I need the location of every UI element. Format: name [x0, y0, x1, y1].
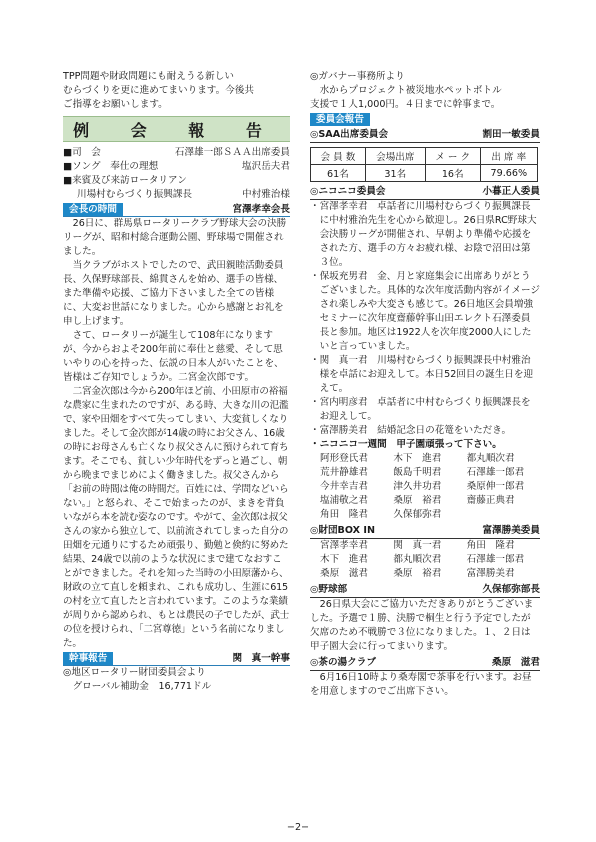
- nikoniko-header: ◎ニコニコ委員会 小暮正人委員: [310, 185, 540, 200]
- nikoniko-item: ・関 真一君 川場村むらづくり振興課長中村雅治様を卓話にお迎えして。本日52回目の誕生日を迎えて。: [310, 355, 534, 394]
- tea-club-text: 6月16日10時より桑寿閣で茶事を行います。お昼を用意しますのでご出席下さい。: [310, 672, 532, 697]
- president-name: 宮澤孝幸会長: [232, 204, 290, 215]
- section-tag: 幹事報告: [63, 652, 113, 665]
- governor-line: 水からプロジェクト被災地水ペットボトル: [319, 85, 502, 96]
- governor-line: 支援で１人1,000円。４日までに幹事まで。: [310, 99, 501, 110]
- president-paragraph: さて、ロータリーが誕生して108年になりますが、今からおよそ200年前に奉仕と慈愛、そして思いやりの心を持った、伝説の日本人がいたことを、皆様はご存知でしょうか。二宮金次郎です。: [63, 330, 284, 383]
- nikoniko-item: ・宮内明彦君 卓話者に中村むらづくり振興課長をお迎えして。: [310, 397, 531, 422]
- nikoniko-week-names: 阿形登氏君 木下 進君 都丸順次君 荒井静雄君 飯島千明君 石澤雄一郎君 今井幸吉君 津久井功君 桑原伸一郎君 塩浦敬之君 桑原 裕君 齋藤正典君 角田 隆君 久保郁弥君: [320, 453, 525, 520]
- nikoniko-week-title: ・ニコニコ一週間 甲子園頑張って下さい。: [310, 439, 502, 450]
- committee-report-header: [310, 113, 540, 126]
- secretary-line: ◎地区ロータリー財団委員会より: [63, 667, 206, 678]
- info-row: ■司 会 石澤雄一郎ＳＡＡ出席委員: [63, 147, 290, 158]
- info-row: ■来賓及び来訪ロータリアン: [63, 175, 187, 186]
- presidents-time-header: [63, 203, 290, 217]
- baseball-text: 26日県大会にご協力いただきありがとうございました。予選で１勝、決勝で桐生と行う予定でしたが欠席のため不戦勝で３位になりました。１、２日は甲子園大会に行ってまいります。: [310, 599, 534, 652]
- intro-line: TPP問題や財政問題にも耐えうる新しい: [63, 71, 234, 82]
- table-header-row: 会 員 数 会場出席 メ ー ク 出 席 率: [311, 148, 538, 165]
- box-header: ◎財団BOX IN 富澤勝美委員: [310, 524, 540, 539]
- secretary-name: 関 真一幹事: [232, 653, 290, 664]
- nikoniko-item: ・宮澤孝幸君 卓話者に川場村むらづくり振興課長に中村雅治先生を心から歓迎し。26日県RC野球大会決勝リーグが開催され、早朝より準備や応援をされた方、選手の方々お疲れ様、お陰で沼田は第３位。: [310, 201, 537, 268]
- guest-row: 川場村むらづくり振興課長 中村雅治様: [77, 189, 290, 200]
- section-tag: 委員会報告: [310, 113, 370, 126]
- box-names: 宮澤孝幸君 関 真一君 角田 隆君 木下 進君 都丸順次君 石澤雄一郎君 桑原 滋君 桑原 裕君 富澤勝美君: [320, 540, 525, 579]
- table-row: 61名 31名 16名 79.66%: [311, 165, 538, 182]
- right-column: [310, 70, 540, 699]
- left-column: [63, 70, 290, 694]
- nikoniko-item: ・富澤勝美君 結婚記念日の花篭をいただき。: [310, 425, 512, 436]
- meeting-report-banner: 例 会 報 告: [63, 116, 290, 142]
- intro-line: ご指導をお願いします。: [63, 99, 168, 110]
- attendance-table: [310, 147, 538, 182]
- governor-line: ◎ガバナー事務所より: [310, 71, 405, 82]
- intro-line: むらづくりを更に進めてまいります。今後共: [63, 85, 255, 96]
- nikoniko-item: ・保坂充男君 金、月と家庭集会に出席ありがとうございました。具体的な次年度活動内容がイメージされ楽しみや大変さも感じて。26日地区会員増強セミナーに次年度齋藤幹事山田エレクト石澤委員長と参加。地区は1922人を次年度2000人にしたいと言っていました。: [310, 271, 540, 352]
- president-paragraph: 当クラブがホストでしたので、武田親睦活動委員長、久保野球部長、綿貫さんを始め、選手の皆様、また準備や応援、ご協力下さいました全ての皆様に、大変お世話になりました。心から感謝とお礼を申し上げます。: [63, 260, 284, 327]
- secretary-report-header: [63, 652, 290, 666]
- baseball-header: ◎野球部 久保郁弥部長: [310, 583, 540, 598]
- info-row: ■ソング 奉仕の理想 塩沢岳夫君: [63, 161, 290, 172]
- tea-club-header: ◎茶の湯クラブ 桑原 滋君: [310, 656, 540, 671]
- section-tag: 会長の時間: [63, 203, 123, 216]
- saa-header: ◎SAA出席委員会 割田一敏委員: [310, 128, 540, 143]
- president-paragraph: 二宮金次郎は今から200年ほど前、小田原市の裕福な農家に生まれたのですが、ある時、大きな川の氾濫で、家や田畑をすべて失ってしまい、大変貧しくなりました。そして金次郎が14歳の時にお父さん、16歳の時にお母さんも亡くなり叔父さんに預けられて育ちます。そこでも、貧しい少年時代をずっと過ごし、朝から晩までまじめによく働きました。叔父さんから「お前の時間は俺の時間だ。百姓には、学問などいらない。」と怒られ、そこで始まったのが、まきを背負いながら本を読む姿なのです。やがて、金次郎は叔父さんの家から独立して、以前流されてしまった自分の田畑を元通りにするため頑張り、勤勉と倹約に努めた結果、24歳で以前のような状況にまで建てなおすことができました。それを知った当時の小田原藩から、財政の立て直しを頼まれ、これも成功し、生涯に615の村を立て直したと言われています。このような業績が周りから認められ、もとは農民の子でしたが、武士の位を授けられ、「二宮尊徳」という名前になりました。: [63, 386, 290, 649]
- page-number: −2−: [286, 822, 310, 833]
- secretary-line: グローバル補助金 16,771ドル: [72, 681, 212, 692]
- president-paragraph: 26日に、群馬県ロータリークラブ野球大会の決勝リーグが、昭和村総合運動公園、野球場で開催されました。: [63, 218, 287, 257]
